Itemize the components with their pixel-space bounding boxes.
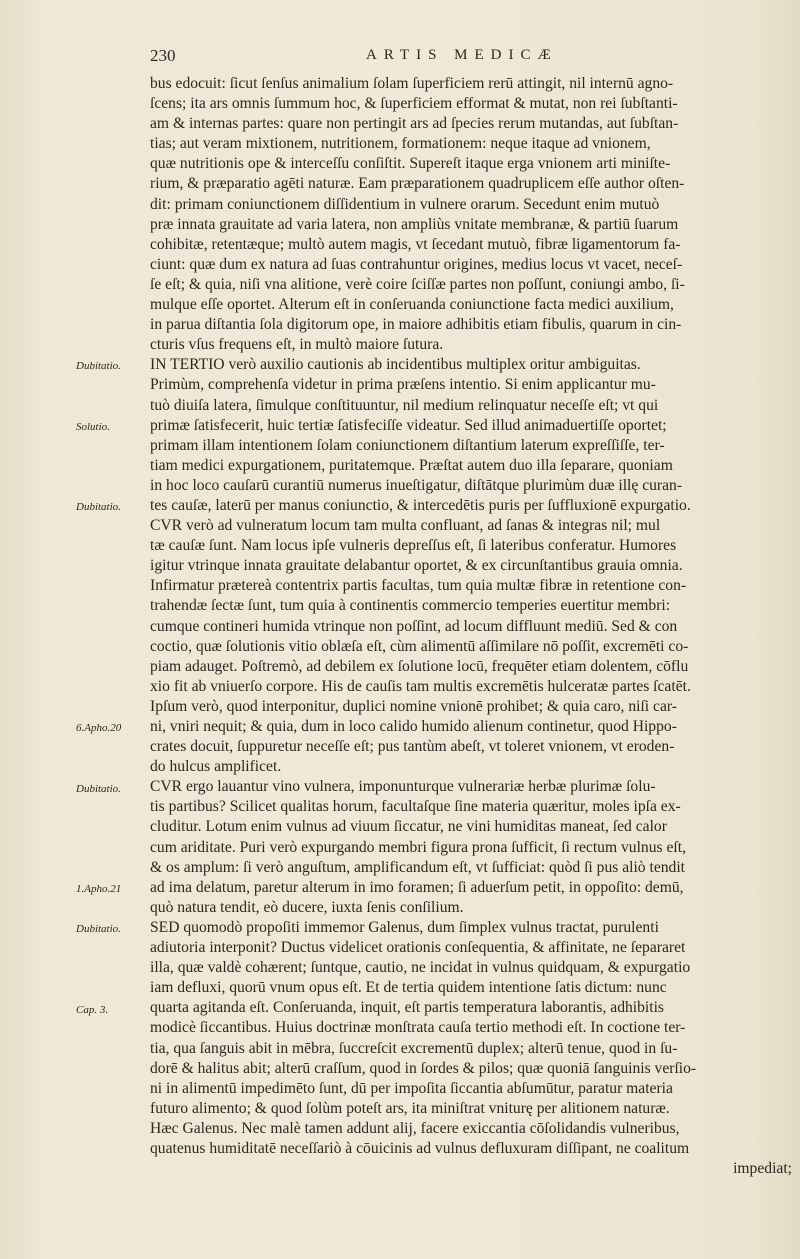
text-line: do hulcus amplificet. [150, 758, 282, 776]
text-line: dit: primam coniunctionem diſſidentium in vulnere orarum. Secedunt enim mutuò [150, 195, 660, 213]
text-line: & os amplum: ſi verò anguſtum, amplificandum eſt, vt ſufficiat: quòd ſi pus aliò tendit [150, 858, 686, 876]
text-line: tiam medici expurgationem, puritatemque. Præſtat autem duo illa ſeparare, quoniam [150, 456, 673, 474]
text-line: impediat; [733, 1160, 792, 1178]
text-line: primæ ſatisfecerit, huic tertiæ ſatisfeciſſe videatur. Sed illud animaduertiſſe oportet; [150, 416, 667, 434]
text-line: cum ariditate. Puri verò expurgando membri figura prona ſufficit, ſi rectum vulnus eſt, [150, 838, 686, 856]
text-line: dorē & halitus abit; alterū craſſum, quod in ſordes & pilos; quæ quoniā ſanguinis verſio- [150, 1059, 697, 1077]
margin-note: 1.Apho.21 [76, 883, 122, 895]
margin-note: Cap. 3. [76, 1003, 109, 1016]
text-line: ſe eſt; & quia, niſi vna alitione, verè coire ſciſſæ partes non poſſunt, coniungi ambo, ſi- [150, 275, 685, 293]
text-line: cumque contineri humida vtrinque non poſſint, ad locum diffluunt mediū. Sed & con [150, 617, 678, 635]
text-line: tis partibus? Scilicet qualitas horum, facultaſque ſine materia quæritur, moles ipſa ex- [150, 798, 681, 816]
text-line: ſcens; ita ars omnis ſummum hoc, & ſuperficiem efformat & mutat, non rei ſubſtanti- [150, 95, 678, 113]
margin-note: Dubitatio. [76, 360, 121, 373]
text-line: IN TERTIO verò auxilio cautionis ab incidentibus multiplex oritur ambiguitas. [150, 356, 641, 374]
text-line: ni, vniri nequit; & quia, dum in loco calido humido alienum continetur, quod Hippo- [150, 718, 677, 735]
text-line: Hæc Galenus. Nec malè tamen addunt alij, facere exiccantia cōſolidandis vulneribus, [150, 1119, 680, 1137]
text-line: tia, qua ſanguis abit in mēbra, ſuccreſcit excrementū duplex; alterū tenue, quod in ſu- [150, 1039, 678, 1057]
text-line: tes cauſæ, laterū per manus coniunctio, & intercedētis puris per ſuffluxionē expurgatio. [150, 496, 691, 514]
running-title: ARTIS MEDICÆ [366, 47, 558, 63]
margin-notes [0, 74, 150, 1224]
text-line: tuò diuiſa latera, ſimulque conſtituuntur, nil medium relinquatur neceſſe eſt; vt qui [150, 396, 659, 414]
margin-note: Dubitatio. [76, 501, 121, 514]
text-line: trahendæ ſectæ ſunt, tum quia à continentis commercio temperies euertitur membri: [150, 597, 671, 615]
text-line: iam defluxi, quorū vnum opus eſt. Et de tertia quidem intentione ſatis dictum: nunc [150, 979, 667, 997]
text-line: quarta agitanda eſt. Conſeruanda, inquit, eſt partis temperatura laborantis, adhibitis [150, 999, 664, 1017]
text-line: mulque eſſe oportet. Alterum eſt in conſeruanda coniunctione facta medici auxilium, [150, 296, 674, 314]
margin-note: Dubitatio. [76, 923, 121, 936]
text-line: in hoc loco cauſarū curantiū numerus inueſtigatur, diſtātque plurimùm duæ illę curan- [150, 476, 683, 494]
text-line: rium, & præparatio agēti naturæ. Eam præparationem quadruplicem eſſe author oſten- [150, 175, 685, 193]
text-line: Ipſum verò, quod interponitur, duplici nomine vnionē prohibet; & quia caro, niſi car- [150, 697, 677, 715]
text-line: futuro alimento; & quod ſolùm poteſt ars, ita miniſtrat vniturę per alitionem naturæ. [150, 1099, 670, 1117]
page-number: 230 [150, 46, 176, 65]
margin-note: Solutio. [76, 420, 110, 433]
text-line: SED quomodò propoſiti immemor Galenus, dum ſimplex vulnus tractat, purulenti [150, 918, 659, 936]
text-line: tæ cauſæ ſunt. Nam locus ipſe vulneris depreſſus eſt, ſi lateribus conferatur. Humores [150, 537, 677, 555]
text-line: ad ima delatum, paretur alterum in imo foramen; ſi aduerſum petit, in oppoſito: demū, [150, 878, 684, 896]
text-line: cluditur. Lotum enim vulnus ad viuum ſiccatur, ne vini humiditas maneat, ſed calor [150, 818, 667, 836]
text-line: cohibitæ, retentæque; multò autem magis, vt ſecedant mutuò, fibræ ligamentorum fa- [150, 235, 681, 253]
text-line: quatenus humiditatē neceſſariò à cōuicinis ad vulnus defluxuram diſſipant, ne coalitum [150, 1139, 690, 1157]
text-line: ciunt: quæ dum ex natura ad ſuas contrahuntur origines, medius locus vt vacet, neceſ- [150, 255, 683, 273]
text-line: CVR ergo lauantur vino vulnera, imponunturque vulnerariæ herbæ plurimæ ſolu- [150, 778, 656, 796]
text-line: præ innata grauitate ad varia latera, non ampliùs vnitate membranæ, & partiū ſuarum [150, 215, 679, 233]
text-line: cturis vſus frequens eſt, in multò maiore ſutura. [150, 336, 444, 354]
text-line: modicè ſiccantibus. Huius doctrinæ monſtrata cauſa tertio methodi eſt. In coctione ter- [150, 1019, 686, 1037]
text-line: igitur vtrinque innata grauitate delabantur oportet, & ex circunſtantibus grauia omnia. [150, 557, 683, 575]
margin-note: 6.Apho.20 [76, 722, 122, 735]
text-line: Infirmatur prætereà contentrix partis facultas, tum quia multæ fibræ in retentione con- [150, 577, 687, 595]
text-line: xio fit ab vniuerſo corpore. His de cauſis tam multis excremētis hulceratæ partes ſcatēt. [150, 677, 691, 695]
text-line: quæ nutritionis ope & interceſſu conſiſtit. Supereſt itaque erga vnionem arti miniſte- [150, 155, 671, 173]
text-line: Primùm, comprehenſa videtur in prima præſens intentio. Si enim applicantur mu- [150, 376, 656, 394]
text-line: primam illam intentionem ſolam coniunctionem diſtantium laterum expreſſiſſe, ter- [150, 436, 665, 454]
text-line: in parua diſtantia ſola digitorum ope, in maiore adhibitis etiam fibulis, quarum in cin- [150, 316, 682, 334]
text-line: ni in alimentū impedimēto ſunt, dū per impoſita ſiccantia abſumūtur, paratur materia [150, 1079, 673, 1097]
text-line: tias; aut veram mixtionem, nutritionem, formationem: neque itaque ad vnionem, [150, 135, 651, 153]
page-header [150, 46, 780, 72]
text-line: illa, quæ valdè cohærent; ſuntque, cautio, ne incidat in vulnus quidquam, & expurgatio [150, 959, 691, 977]
text-line: quò natura tendit, eò ducere, iuxta ſenis conſilium. [150, 898, 464, 916]
text-line: coctio, quæ ſolutionis vitio oblæſa eſt, cùm alimentū aſſimilare nō poſſit, excremēti co- [150, 637, 689, 655]
text-line: adiutoria interponit? Ductus videlicet orationis conſequentia, & affinitate, ne ſepararet [150, 939, 686, 957]
body-text [150, 74, 792, 1179]
text-line: am & internas partes: quare non pertingit ars ad ſpecies rerum mutandas, aut ſubſtan- [150, 115, 679, 133]
text-line: piam adauget. Poſtremò, ad debilem ex ſolutione locū, frequēter etiam dolentem, cōflu [150, 657, 689, 675]
text-line: CVR verò ad vulneratum locum tam multa confluant, ad ſanas & integras nil; mul [150, 517, 661, 535]
margin-note: Dubitatio. [76, 782, 121, 795]
text-line: bus edocuit: ſicut ſenſus animalium ſolam ſuperficiem rerū attingit, nil internū agno- [150, 75, 674, 92]
text-line: crates docuit, ſuppuretur neceſſe eſt; pus tantùm abeſt, vt toleret vnionem, vt eroden- [150, 738, 675, 756]
